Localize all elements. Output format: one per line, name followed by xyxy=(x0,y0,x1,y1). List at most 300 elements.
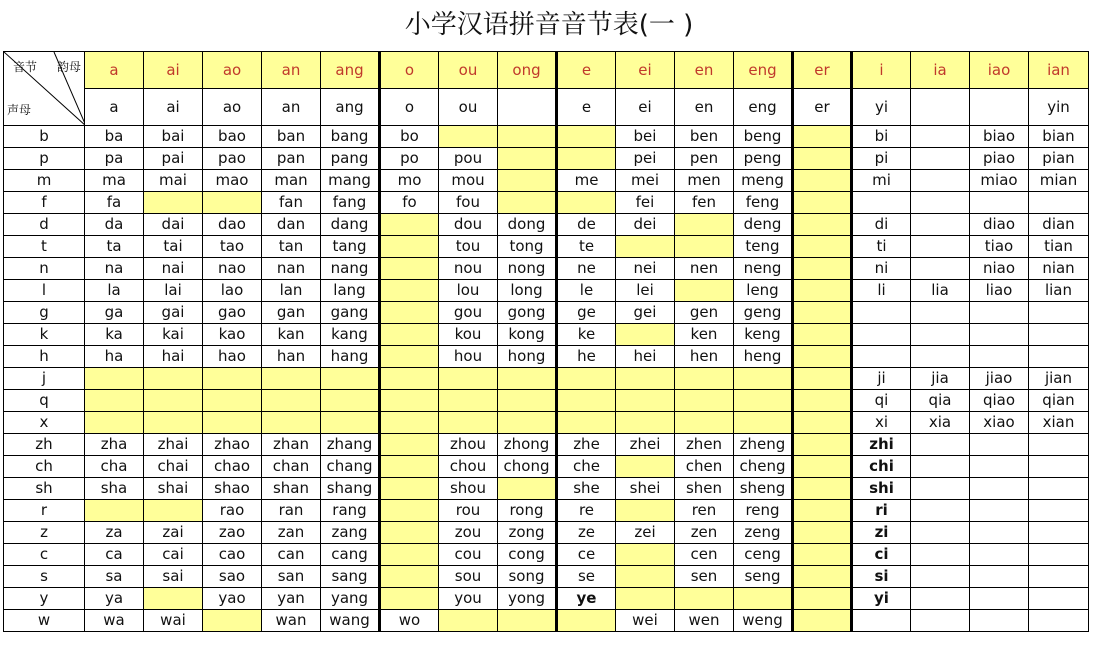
syllable-cell xyxy=(616,566,675,588)
syllable-cell: zou xyxy=(439,522,498,544)
syllable-cell: kao xyxy=(203,324,262,346)
syllable-cell: long xyxy=(498,280,557,302)
syllable-cell xyxy=(911,434,970,456)
syllable-cell: li xyxy=(852,280,911,302)
syllable-cell xyxy=(970,522,1029,544)
syllable-cell xyxy=(498,478,557,500)
syllable-cell: beng xyxy=(734,126,793,148)
syllable-cell xyxy=(911,346,970,368)
syllable-cell xyxy=(380,258,439,280)
table-row-zh xyxy=(4,434,1089,456)
syllable-cell: zeng xyxy=(734,522,793,544)
syllable-cell: seng xyxy=(734,566,793,588)
syllable-cell: hen xyxy=(675,346,734,368)
syllable-cell: she xyxy=(557,478,616,500)
syllable-cell: ci xyxy=(852,544,911,566)
syllable-cell xyxy=(970,324,1029,346)
syllable-cell: ya xyxy=(85,588,144,610)
syllable-cell xyxy=(380,456,439,478)
syllable-cell xyxy=(1029,522,1089,544)
syllable-cell: rong xyxy=(498,500,557,522)
syllable-cell xyxy=(675,214,734,236)
syllable-cell xyxy=(1029,434,1089,456)
syllable-cell: zen xyxy=(675,522,734,544)
syllable-cell: fei xyxy=(616,192,675,214)
table-row-l xyxy=(4,280,1089,302)
syllable-cell xyxy=(734,412,793,434)
syllable-cell xyxy=(793,456,852,478)
syllable-cell xyxy=(1029,324,1089,346)
syllable-cell xyxy=(911,324,970,346)
zero-initial-cell: er xyxy=(793,89,852,126)
zero-initial-cell: e xyxy=(557,89,616,126)
syllable-cell: zai xyxy=(144,522,203,544)
syllable-cell xyxy=(675,236,734,258)
syllable-cell: chong xyxy=(498,456,557,478)
syllable-cell xyxy=(793,368,852,390)
syllable-cell: wai xyxy=(144,610,203,632)
syllable-cell: cong xyxy=(498,544,557,566)
syllable-cell: me xyxy=(557,170,616,192)
zero-initial-cell: ang xyxy=(321,89,380,126)
table-row-s xyxy=(4,566,1089,588)
syllable-cell xyxy=(911,566,970,588)
syllable-cell xyxy=(793,236,852,258)
final-header-i: i xyxy=(852,52,911,89)
syllable-cell: mou xyxy=(439,170,498,192)
syllable-cell: lan xyxy=(262,280,321,302)
syllable-cell: kou xyxy=(439,324,498,346)
syllable-cell xyxy=(498,170,557,192)
syllable-cell xyxy=(911,148,970,170)
syllable-cell: shao xyxy=(203,478,262,500)
syllable-cell: xi xyxy=(852,412,911,434)
syllable-cell: man xyxy=(262,170,321,192)
initial-label: p xyxy=(4,148,85,170)
syllable-cell: miao xyxy=(970,170,1029,192)
syllable-cell xyxy=(439,368,498,390)
syllable-cell: men xyxy=(675,170,734,192)
table-row-d xyxy=(4,214,1089,236)
initial-label: zh xyxy=(4,434,85,456)
syllable-cell: zha xyxy=(85,434,144,456)
table-corner xyxy=(4,52,85,126)
syllable-cell xyxy=(321,368,380,390)
syllable-cell: sa xyxy=(85,566,144,588)
syllable-cell xyxy=(557,390,616,412)
syllable-cell xyxy=(203,192,262,214)
final-header-ia: ia xyxy=(911,52,970,89)
syllable-cell: shan xyxy=(262,478,321,500)
syllable-cell: pai xyxy=(144,148,203,170)
initial-label: q xyxy=(4,390,85,412)
syllable-cell xyxy=(1029,302,1089,324)
zero-initial-cell: o xyxy=(380,89,439,126)
syllable-cell xyxy=(557,148,616,170)
corner-label-shengmu: 声母 xyxy=(7,103,32,117)
syllable-cell: tiao xyxy=(970,236,1029,258)
syllable-cell: lai xyxy=(144,280,203,302)
syllable-cell: shen xyxy=(675,478,734,500)
syllable-cell xyxy=(203,390,262,412)
zero-initial-cell: a xyxy=(85,89,144,126)
syllable-cell: lao xyxy=(203,280,262,302)
syllable-cell xyxy=(793,324,852,346)
syllable-cell: ran xyxy=(262,500,321,522)
syllable-cell: cao xyxy=(203,544,262,566)
syllable-cell: bao xyxy=(203,126,262,148)
syllable-cell xyxy=(970,544,1029,566)
zero-initial-cell: ou xyxy=(439,89,498,126)
syllable-cell: reng xyxy=(734,500,793,522)
syllable-cell: dan xyxy=(262,214,321,236)
syllable-cell: ce xyxy=(557,544,616,566)
syllable-cell xyxy=(675,390,734,412)
syllable-cell: za xyxy=(85,522,144,544)
syllable-cell xyxy=(439,412,498,434)
initial-label: m xyxy=(4,170,85,192)
syllable-cell: peng xyxy=(734,148,793,170)
syllable-cell xyxy=(203,412,262,434)
syllable-cell: zong xyxy=(498,522,557,544)
syllable-cell: hei xyxy=(616,346,675,368)
syllable-cell: ren xyxy=(675,500,734,522)
initial-label: f xyxy=(4,192,85,214)
syllable-cell xyxy=(675,368,734,390)
syllable-cell xyxy=(616,588,675,610)
syllable-cell xyxy=(793,214,852,236)
syllable-cell xyxy=(852,192,911,214)
syllable-cell xyxy=(557,192,616,214)
syllable-cell: pian xyxy=(1029,148,1089,170)
syllable-cell xyxy=(498,192,557,214)
syllable-cell xyxy=(970,500,1029,522)
syllable-cell xyxy=(380,566,439,588)
syllable-cell: nang xyxy=(321,258,380,280)
syllable-cell: shou xyxy=(439,478,498,500)
syllable-cell xyxy=(970,434,1029,456)
table-row-r xyxy=(4,500,1089,522)
syllable-cell: cou xyxy=(439,544,498,566)
syllable-cell xyxy=(262,390,321,412)
syllable-cell: leng xyxy=(734,280,793,302)
table-row-z xyxy=(4,522,1089,544)
syllable-cell: ge xyxy=(557,302,616,324)
syllable-cell: san xyxy=(262,566,321,588)
syllable-cell xyxy=(498,412,557,434)
initial-label: x xyxy=(4,412,85,434)
syllable-cell: da xyxy=(85,214,144,236)
syllable-cell: ca xyxy=(85,544,144,566)
page-title: 小学汉语拼音音节表(一 ) xyxy=(404,10,694,40)
syllable-cell xyxy=(616,500,675,522)
syllable-cell xyxy=(1029,500,1089,522)
syllable-cell xyxy=(380,214,439,236)
syllable-cell: ban xyxy=(262,126,321,148)
initial-label: s xyxy=(4,566,85,588)
syllable-cell: zhen xyxy=(675,434,734,456)
syllable-cell: gou xyxy=(439,302,498,324)
syllable-cell: zang xyxy=(321,522,380,544)
syllable-cell xyxy=(734,390,793,412)
syllable-cell xyxy=(793,478,852,500)
syllable-cell: sheng xyxy=(734,478,793,500)
syllable-cell xyxy=(970,192,1029,214)
syllable-cell: can xyxy=(262,544,321,566)
syllable-cell: chao xyxy=(203,456,262,478)
initial-label: b xyxy=(4,126,85,148)
syllable-cell: deng xyxy=(734,214,793,236)
final-header-en: en xyxy=(675,52,734,89)
initial-label: g xyxy=(4,302,85,324)
syllable-cell: pou xyxy=(439,148,498,170)
initial-label: ch xyxy=(4,456,85,478)
syllable-cell: wei xyxy=(616,610,675,632)
syllable-cell: chai xyxy=(144,456,203,478)
syllable-cell: cai xyxy=(144,544,203,566)
syllable-cell xyxy=(321,390,380,412)
syllable-cell xyxy=(85,500,144,522)
syllable-cell xyxy=(793,390,852,412)
syllable-cell xyxy=(557,412,616,434)
table-row-p xyxy=(4,148,1089,170)
syllable-cell: ha xyxy=(85,346,144,368)
syllable-cell: zhao xyxy=(203,434,262,456)
initial-label: c xyxy=(4,544,85,566)
syllable-cell xyxy=(616,544,675,566)
syllable-cell xyxy=(557,126,616,148)
syllable-cell: geng xyxy=(734,302,793,324)
syllable-cell: chan xyxy=(262,456,321,478)
syllable-cell: zhi xyxy=(852,434,911,456)
syllable-cell xyxy=(144,390,203,412)
syllable-cell: hao xyxy=(203,346,262,368)
syllable-cell: ba xyxy=(85,126,144,148)
syllable-cell xyxy=(734,368,793,390)
syllable-cell xyxy=(911,544,970,566)
initial-label: z xyxy=(4,522,85,544)
syllable-cell: wang xyxy=(321,610,380,632)
syllable-cell: zhan xyxy=(262,434,321,456)
syllable-cell: kang xyxy=(321,324,380,346)
syllable-cell: tai xyxy=(144,236,203,258)
finals-header-row xyxy=(4,52,1089,89)
syllable-cell xyxy=(911,258,970,280)
syllable-cell: zhang xyxy=(321,434,380,456)
syllable-cell: ceng xyxy=(734,544,793,566)
syllable-cell xyxy=(262,412,321,434)
syllable-cell: tang xyxy=(321,236,380,258)
syllable-cell xyxy=(911,610,970,632)
syllable-cell: cheng xyxy=(734,456,793,478)
syllable-cell xyxy=(911,236,970,258)
syllable-cell: bang xyxy=(321,126,380,148)
syllable-cell xyxy=(793,500,852,522)
syllable-cell: pi xyxy=(852,148,911,170)
table-row-n xyxy=(4,258,1089,280)
syllable-cell: gei xyxy=(616,302,675,324)
table-row-x xyxy=(4,412,1089,434)
initial-label: r xyxy=(4,500,85,522)
syllable-cell: rou xyxy=(439,500,498,522)
syllable-cell: wa xyxy=(85,610,144,632)
syllable-cell: cha xyxy=(85,456,144,478)
syllable-cell xyxy=(793,434,852,456)
syllable-cell: se xyxy=(557,566,616,588)
final-header-ong: ong xyxy=(498,52,557,89)
syllable-cell: fa xyxy=(85,192,144,214)
initial-label: h xyxy=(4,346,85,368)
syllable-cell xyxy=(793,126,852,148)
syllable-cell: pang xyxy=(321,148,380,170)
syllable-cell xyxy=(498,368,557,390)
initial-label: y xyxy=(4,588,85,610)
syllable-cell: shi xyxy=(852,478,911,500)
syllable-cell: mao xyxy=(203,170,262,192)
syllable-cell: tan xyxy=(262,236,321,258)
syllable-cell xyxy=(793,544,852,566)
syllable-cell: sen xyxy=(675,566,734,588)
syllable-cell: fou xyxy=(439,192,498,214)
syllable-cell xyxy=(557,610,616,632)
syllable-cell: po xyxy=(380,148,439,170)
syllable-cell: la xyxy=(85,280,144,302)
syllable-cell xyxy=(911,522,970,544)
syllable-cell: mai xyxy=(144,170,203,192)
syllable-cell xyxy=(380,368,439,390)
syllable-cell: lia xyxy=(911,280,970,302)
final-header-eng: eng xyxy=(734,52,793,89)
syllable-cell: gen xyxy=(675,302,734,324)
syllable-cell xyxy=(1029,346,1089,368)
syllable-cell: jiao xyxy=(970,368,1029,390)
syllable-cell: tao xyxy=(203,236,262,258)
syllable-cell: che xyxy=(557,456,616,478)
final-header-an: an xyxy=(262,52,321,89)
syllable-cell: lang xyxy=(321,280,380,302)
syllable-cell: pa xyxy=(85,148,144,170)
syllable-cell: ben xyxy=(675,126,734,148)
syllable-cell: song xyxy=(498,566,557,588)
syllable-cell: nian xyxy=(1029,258,1089,280)
syllable-cell: rao xyxy=(203,500,262,522)
syllable-cell xyxy=(85,368,144,390)
syllable-cell: ne xyxy=(557,258,616,280)
syllable-cell xyxy=(793,588,852,610)
syllable-cell: pan xyxy=(262,148,321,170)
syllable-cell: ji xyxy=(852,368,911,390)
syllable-cell xyxy=(616,390,675,412)
syllable-cell: dei xyxy=(616,214,675,236)
initial-label: j xyxy=(4,368,85,390)
syllable-cell: zan xyxy=(262,522,321,544)
corner-label-yinjie: 音节 xyxy=(13,60,38,74)
syllable-cell xyxy=(557,368,616,390)
syllable-cell: zi xyxy=(852,522,911,544)
syllable-cell: ye xyxy=(557,588,616,610)
syllable-cell xyxy=(144,192,203,214)
syllable-cell: tong xyxy=(498,236,557,258)
syllable-cell xyxy=(852,610,911,632)
syllable-cell xyxy=(439,610,498,632)
syllable-cell xyxy=(793,566,852,588)
syllable-cell: te xyxy=(557,236,616,258)
syllable-table xyxy=(3,51,1089,632)
syllable-cell xyxy=(85,412,144,434)
syllable-cell: ka xyxy=(85,324,144,346)
zero-initial-row xyxy=(4,89,1089,126)
syllable-cell xyxy=(970,302,1029,324)
syllable-cell: gan xyxy=(262,302,321,324)
syllable-cell xyxy=(911,588,970,610)
syllable-cell xyxy=(144,368,203,390)
syllable-cell: hang xyxy=(321,346,380,368)
syllable-cell: nan xyxy=(262,258,321,280)
final-header-ian: ian xyxy=(1029,52,1089,89)
syllable-cell: na xyxy=(85,258,144,280)
syllable-cell: nong xyxy=(498,258,557,280)
syllable-cell xyxy=(793,148,852,170)
zero-initial-cell xyxy=(970,89,1029,126)
syllable-cell: mei xyxy=(616,170,675,192)
syllable-cell xyxy=(616,368,675,390)
syllable-cell xyxy=(852,302,911,324)
syllable-cell: shei xyxy=(616,478,675,500)
table-row-y xyxy=(4,588,1089,610)
syllable-cell: le xyxy=(557,280,616,302)
syllable-cell xyxy=(380,302,439,324)
syllable-cell: zheng xyxy=(734,434,793,456)
syllable-cell: di xyxy=(852,214,911,236)
syllable-cell: yang xyxy=(321,588,380,610)
syllable-cell: chi xyxy=(852,456,911,478)
syllable-cell xyxy=(911,214,970,236)
syllable-cell xyxy=(380,544,439,566)
syllable-cell: fan xyxy=(262,192,321,214)
zero-initial-cell: en xyxy=(675,89,734,126)
syllable-cell: shang xyxy=(321,478,380,500)
syllable-cell: wen xyxy=(675,610,734,632)
syllable-cell: kai xyxy=(144,324,203,346)
syllable-cell: qian xyxy=(1029,390,1089,412)
syllable-cell: nei xyxy=(616,258,675,280)
syllable-cell: meng xyxy=(734,170,793,192)
syllable-cell: bi xyxy=(852,126,911,148)
syllable-cell: kong xyxy=(498,324,557,346)
zero-initial-cell: ai xyxy=(144,89,203,126)
syllable-cell xyxy=(380,588,439,610)
table-row-t xyxy=(4,236,1089,258)
syllable-cell xyxy=(321,412,380,434)
syllable-cell: sai xyxy=(144,566,203,588)
final-header-ou: ou xyxy=(439,52,498,89)
final-header-ang: ang xyxy=(321,52,380,89)
syllable-cell: ri xyxy=(852,500,911,522)
table-row-h xyxy=(4,346,1089,368)
syllable-cell xyxy=(85,390,144,412)
syllable-cell: liao xyxy=(970,280,1029,302)
final-header-e: e xyxy=(557,52,616,89)
syllable-cell xyxy=(380,412,439,434)
syllable-cell: xian xyxy=(1029,412,1089,434)
syllable-cell: zhei xyxy=(616,434,675,456)
table-row-j xyxy=(4,368,1089,390)
syllable-cell: bo xyxy=(380,126,439,148)
final-header-ao: ao xyxy=(203,52,262,89)
syllable-cell: ti xyxy=(852,236,911,258)
syllable-cell: zhai xyxy=(144,434,203,456)
syllable-cell xyxy=(1029,566,1089,588)
